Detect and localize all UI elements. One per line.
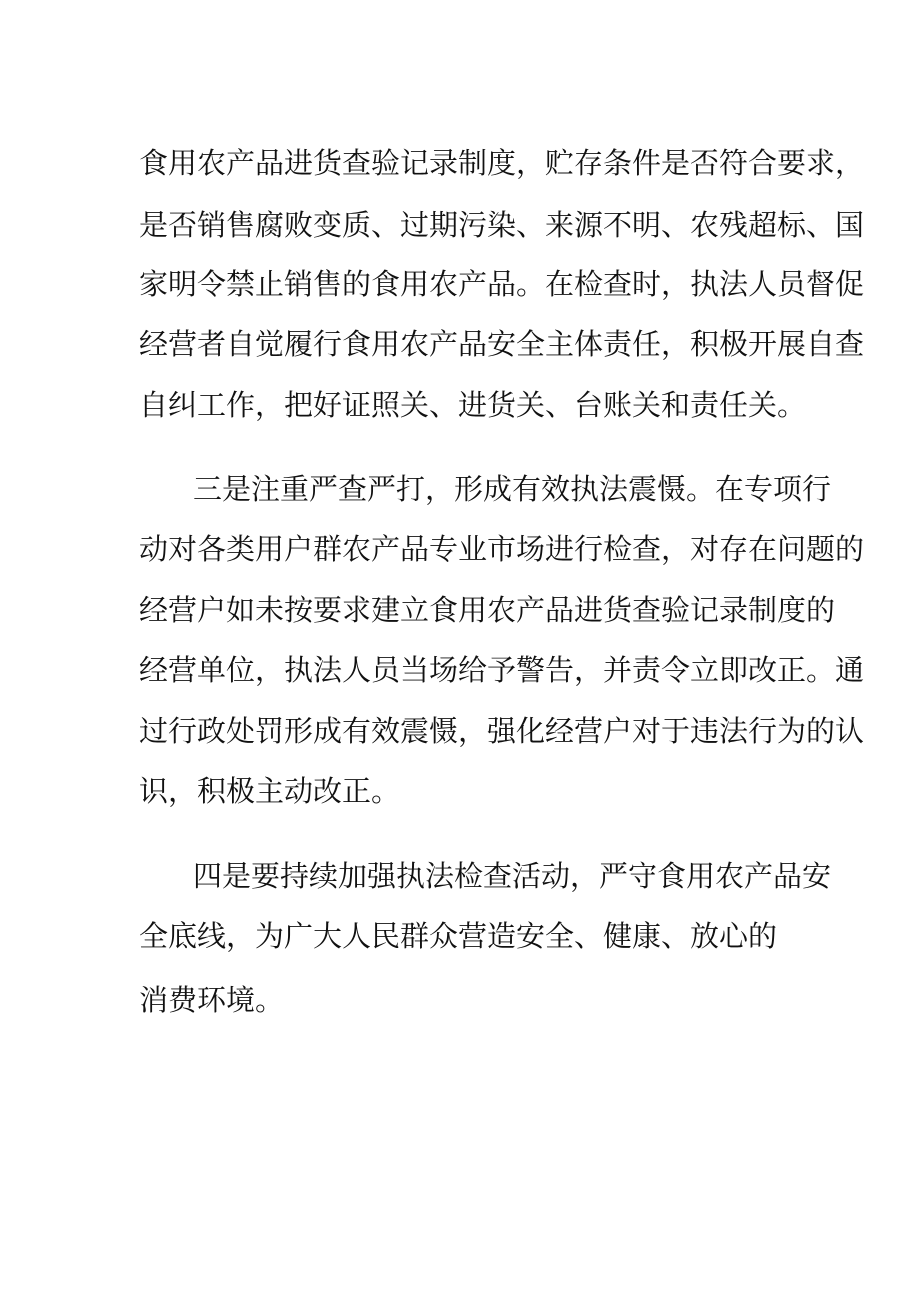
paragraph-2-line-6: 识，积极主动改正。	[139, 774, 401, 808]
paragraph-1-line-3: 家明令禁止销售的食用农产品。在检查时，执法人员督促	[139, 267, 865, 301]
paragraph-2-line-1: 三是注重严查严打，形成有效执法震慑。在专项行	[193, 472, 832, 506]
paragraph-1-line-2: 是否销售腐败变质、过期污染、来源不明、农残超标、国	[139, 208, 865, 242]
paragraph-2-line-2: 动对各类用户群农产品专业市场进行检查，对存在问题的	[139, 532, 865, 566]
paragraph-3-line-1: 四是要持续加强执法检查活动，严守食用农产品安	[193, 859, 832, 893]
paragraph-1-line-4: 经营者自觉履行食用农产品安全主体责任，积极开展自查	[139, 327, 865, 361]
paragraph-1-line-5: 自纠工作，把好证照关、进货关、台账关和责任关。	[139, 388, 807, 422]
paragraph-2-line-3: 经营户如未按要求建立食用农产品进货查验记录制度的	[139, 593, 836, 627]
paragraph-3-line-3: 消费环境。	[139, 983, 285, 1017]
paragraph-2-line-5: 过行政处罚形成有效震慑，强化经营户对于违法行为的认	[139, 714, 865, 748]
paragraph-1-line-1: 食用农产品进货查验记录制度，贮存条件是否符合要求，	[139, 146, 865, 180]
paragraph-3-line-2: 全底线，为广大人民群众营造安全、健康、放心的	[139, 919, 778, 953]
paragraph-2-line-4: 经营单位，执法人员当场给予警告，并责令立即改正。通	[139, 653, 865, 687]
